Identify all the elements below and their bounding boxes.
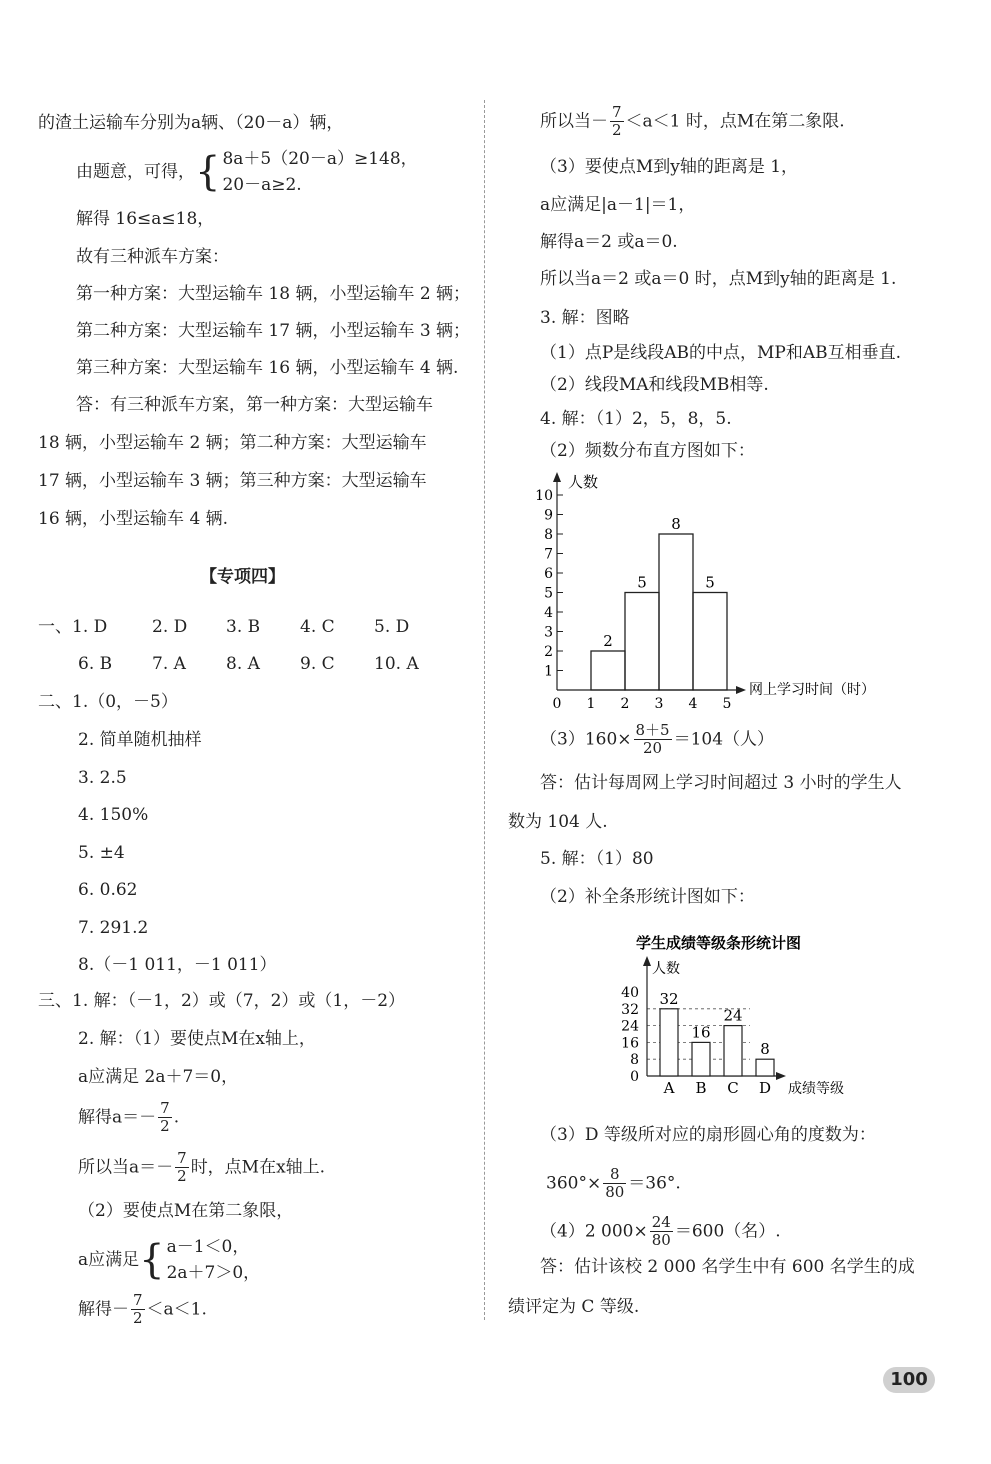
mc-6: 6. B xyxy=(78,654,113,674)
left-line-1: 的渣土运输车分别为a辆、（20－a）辆， xyxy=(38,113,344,133)
category-label: D xyxy=(758,1079,772,1097)
fraction xyxy=(610,104,624,139)
mc-9: 9. C xyxy=(300,654,335,674)
y-tick-label: 6 xyxy=(544,566,553,582)
y-tick-label: 8 xyxy=(630,1052,639,1069)
answer-line-1: 答：有三种派车方案，第一种方案：大型运输车 xyxy=(76,395,433,415)
right-line-6: 3. 解：图略 xyxy=(540,308,630,328)
fill-4: 4. 150% xyxy=(78,805,149,825)
s3-line-4 xyxy=(78,1100,179,1135)
mc-10: 10. A xyxy=(374,654,419,674)
category-label: B xyxy=(695,1079,707,1097)
plan-3: 第三种方案：大型运输车 16 辆，小型运输车 4 辆. xyxy=(76,358,459,378)
r17-post: ＝36°. xyxy=(628,1173,681,1194)
r1-post: ＜a＜1 时，点M在第二象限. xyxy=(625,111,845,132)
equation-intro: 由题意，可得， xyxy=(76,162,195,182)
s3-5-post: 时，点M在x轴上. xyxy=(190,1157,326,1178)
s3-line-1: 三、1. 解：（－1，2）或（7，2）或（1，－2） xyxy=(38,991,406,1011)
left-line-3: 解得 16≤a≤18， xyxy=(76,209,215,229)
y-axis-label: 人数 xyxy=(652,961,680,977)
y-tick-label: 4 xyxy=(544,605,553,621)
fraction-denominator: 80 xyxy=(651,1231,671,1249)
y-tick-label: 0 xyxy=(630,1069,639,1085)
category-label: A xyxy=(663,1079,675,1097)
y-axis-arrow xyxy=(553,472,561,482)
fraction-numerator: 8 xyxy=(603,1166,626,1184)
s3-line-5 xyxy=(78,1150,325,1185)
y-axis-arrow xyxy=(643,956,651,966)
x-axis-arrow xyxy=(776,1072,786,1080)
s3-8-pre: 解得－ xyxy=(78,1299,129,1320)
fraction xyxy=(634,722,672,757)
bar-value-label: 16 xyxy=(691,1023,711,1042)
grade-bar xyxy=(660,1009,678,1076)
equation-system-2 xyxy=(78,1234,260,1286)
x-axis-label: 成绩等级 xyxy=(788,1081,844,1097)
s3-4-post: . xyxy=(173,1107,180,1128)
right-line-18 xyxy=(540,1214,781,1249)
right-line-15: （2）补全条形统计图如下： xyxy=(540,887,755,907)
fraction-denominator: 80 xyxy=(605,1183,625,1201)
r11-post: ＝104（人） xyxy=(673,729,775,750)
fill-7: 7. 291.2 xyxy=(78,918,149,938)
right-line-11 xyxy=(540,722,774,757)
s3-line-3: a应满足 2a＋7＝0， xyxy=(78,1067,239,1087)
y-tick-label: 5 xyxy=(544,585,553,602)
category-label: C xyxy=(727,1079,739,1097)
y-tick-label: 3 xyxy=(544,624,553,641)
right-line-9: 4. 解：（1）2，5，8，5. xyxy=(540,409,732,429)
equation-2b: 2a＋7＞0， xyxy=(166,1263,261,1283)
right-line-1 xyxy=(540,104,845,139)
fraction-numerator: 7 xyxy=(177,1149,187,1167)
bar-value-label: 5 xyxy=(705,573,715,592)
s3-line-8 xyxy=(78,1292,207,1327)
y-tick-label: 10 xyxy=(535,488,553,504)
right-line-19: 答：估计该校 2 000 名学生中有 600 名学生的成 xyxy=(540,1257,915,1277)
fill-1: 二、1.（0，－5） xyxy=(38,692,178,712)
equation-1a: 8a＋5（20－a）≥148， xyxy=(222,149,418,169)
histogram-bar xyxy=(659,534,693,690)
x-tick-label: 3 xyxy=(654,696,664,708)
right-line-13: 数为 104 人. xyxy=(508,812,608,832)
plan-2: 第二种方案：大型运输车 17 辆，小型运输车 3 辆； xyxy=(76,321,471,341)
right-line-17 xyxy=(546,1166,681,1201)
mc-7: 7. A xyxy=(152,654,186,674)
r18-pre: （4）2 000× xyxy=(540,1221,648,1242)
right-line-3: a应满足|a－1|＝1， xyxy=(540,195,696,215)
fraction xyxy=(650,1214,673,1249)
fraction xyxy=(158,1100,172,1135)
right-line-8: （2）线段MA和线段MB相等. xyxy=(540,375,769,395)
left-line-4: 故有三种派车方案： xyxy=(76,247,229,267)
fraction-numerator: 24 xyxy=(651,1213,671,1231)
fraction xyxy=(175,1150,189,1185)
s3-4-pre: 解得a＝－ xyxy=(78,1107,157,1128)
r11-pre: （3）160× xyxy=(540,729,632,750)
x-axis-label: 网上学习时间（时） xyxy=(749,682,875,698)
chart-title: 学生成绩等级条形统计图 xyxy=(636,934,802,952)
r17-pre: 360°× xyxy=(546,1173,602,1194)
right-line-20: 绩评定为 C 等级. xyxy=(508,1297,640,1317)
section-title: 【专项四】 xyxy=(200,567,285,587)
x-tick-label: 0 xyxy=(552,696,562,708)
right-line-16: （3）D 等级所对应的扇形圆心角的度数为： xyxy=(540,1125,876,1145)
fill-3: 3. 2.5 xyxy=(78,768,127,788)
bar-value-label: 24 xyxy=(723,1006,743,1025)
right-line-7: （1）点P是线段AB的中点，MP和AB互相垂直. xyxy=(540,343,902,363)
bar-value-label: 8 xyxy=(671,515,681,533)
brace-icon: { xyxy=(139,1237,165,1283)
mc-4: 4. C xyxy=(300,617,335,637)
x-tick-label: 1 xyxy=(586,696,596,708)
answer-line-2: 18 辆，小型运输车 2 辆；第二种方案：大型运输车 xyxy=(38,433,427,453)
y-tick-label: 2 xyxy=(544,644,553,660)
bar-value-label: 2 xyxy=(603,632,613,650)
fraction-numerator: 7 xyxy=(612,103,622,121)
answer-line-3: 17 辆，小型运输车 3 辆；第三种方案：大型运输车 xyxy=(38,471,427,491)
mc-8: 8. A xyxy=(226,654,260,674)
fraction-numerator: 8＋5 xyxy=(635,721,670,739)
fraction-denominator: 2 xyxy=(612,121,622,139)
y-axis-label: 人数 xyxy=(568,473,599,491)
fraction-denominator: 20 xyxy=(643,739,663,757)
histogram-bar xyxy=(693,593,727,691)
page-number: 100 xyxy=(883,1367,935,1393)
mc-5: 5. D xyxy=(374,617,410,637)
fill-8: 8.（－1 011，－1 011） xyxy=(78,955,277,975)
grade-bar xyxy=(692,1042,710,1076)
plan-1: 第一种方案：大型运输车 18 辆，小型运输车 2 辆； xyxy=(76,284,471,304)
r1-pre: 所以当－ xyxy=(540,111,608,132)
y-tick-label: 8 xyxy=(544,527,553,543)
grade-bar xyxy=(756,1059,774,1076)
answer-line-4: 16 辆，小型运输车 4 辆. xyxy=(38,509,229,529)
mc-2: 2. D xyxy=(152,617,188,637)
r18-post: ＝600（名）. xyxy=(674,1221,781,1242)
s3-5-pre: 所以当a＝－ xyxy=(78,1157,174,1178)
x-tick-label: 4 xyxy=(688,696,698,708)
fill-5: 5. ±4 xyxy=(78,843,125,863)
equation-system-1 xyxy=(76,146,418,198)
fraction xyxy=(603,1166,626,1201)
fraction-numerator: 7 xyxy=(133,1291,143,1309)
fraction xyxy=(131,1292,145,1327)
fill-6: 6. 0.62 xyxy=(78,880,138,900)
fraction-denominator: 2 xyxy=(133,1309,143,1327)
fill-2: 2. 简单随机抽样 xyxy=(78,730,202,750)
grade-bar xyxy=(724,1026,742,1076)
fraction-denominator: 2 xyxy=(177,1167,187,1185)
equation-1b: 20－a≥2. xyxy=(222,175,302,195)
s3-7-pre: a应满足 xyxy=(78,1250,140,1270)
x-axis-arrow xyxy=(736,686,746,694)
histogram-bar xyxy=(591,651,625,690)
column-divider xyxy=(484,100,485,1320)
s3-8-post: ＜a＜1. xyxy=(146,1299,207,1320)
right-line-10: （2）频数分布直方图如下： xyxy=(540,441,755,461)
histogram-chart xyxy=(520,468,920,708)
y-tick-label: 40 xyxy=(621,985,639,1001)
y-tick-label: 7 xyxy=(544,546,553,563)
brace-icon: { xyxy=(195,149,221,195)
mc-3: 3. B xyxy=(226,617,261,637)
fraction-numerator: 7 xyxy=(160,1099,170,1117)
equation-2a: a－1＜0， xyxy=(166,1237,250,1257)
fraction-denominator: 2 xyxy=(160,1117,170,1135)
right-line-2: （3）要使点M到y轴的距离是 1， xyxy=(540,157,799,177)
y-tick-label: 9 xyxy=(544,507,553,524)
y-tick-label: 16 xyxy=(621,1035,639,1052)
right-line-12: 答：估计每周网上学习时间超过 3 小时的学生人 xyxy=(540,773,902,793)
s3-line-6: （2）要使点M在第二象限， xyxy=(78,1201,294,1221)
y-tick-label: 32 xyxy=(621,1001,639,1018)
x-tick-label: 2 xyxy=(620,696,630,708)
y-tick-label: 24 xyxy=(621,1018,639,1035)
bar-value-label: 8 xyxy=(760,1040,770,1059)
grade-bar-chart xyxy=(600,928,890,1103)
right-line-4: 解得a＝2 或a＝0. xyxy=(540,232,678,252)
right-line-14: 5. 解：（1）80 xyxy=(540,849,654,869)
histogram-bar xyxy=(625,593,659,691)
y-tick-label: 1 xyxy=(544,663,553,680)
mc-1: 一、1. D xyxy=(38,617,108,637)
right-line-5: 所以当a＝2 或a＝0 时，点M到y轴的距离是 1. xyxy=(540,269,897,289)
x-tick-label: 5 xyxy=(722,696,732,708)
bar-value-label: 32 xyxy=(659,989,679,1008)
bar-value-label: 5 xyxy=(637,573,647,592)
s3-line-2: 2. 解：（1）要使点M在x轴上， xyxy=(78,1029,316,1049)
